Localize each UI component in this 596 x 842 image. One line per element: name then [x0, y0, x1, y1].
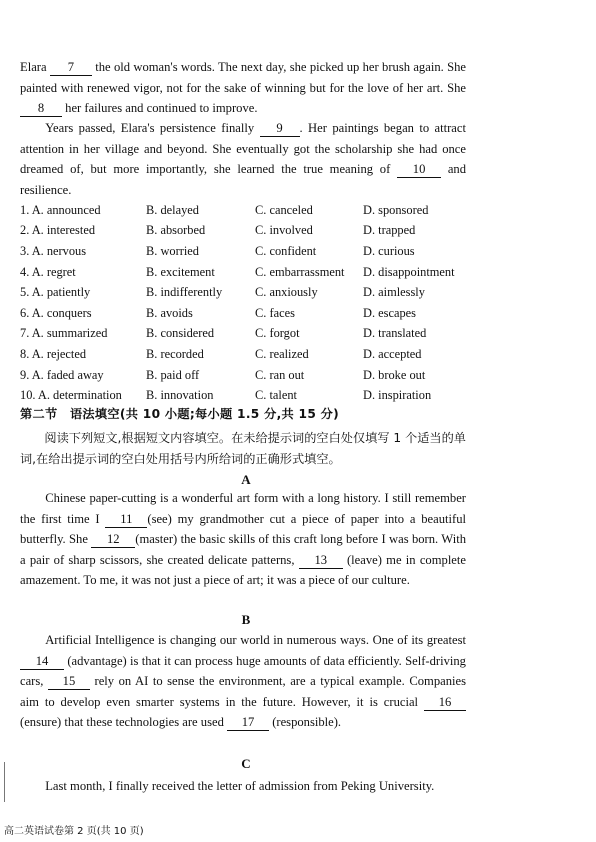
blank-10: 10	[397, 161, 441, 178]
margin-line	[4, 762, 5, 802]
text: and resilience.	[20, 162, 467, 197]
option-d: D. disappointment	[363, 264, 455, 279]
blank-9: 9	[260, 120, 300, 137]
option-a: 6. A. conquers	[20, 305, 92, 320]
options-body	[20, 200, 463, 406]
option-d: D. translated	[363, 326, 427, 341]
passage-a-label: A	[241, 472, 251, 487]
text: (ensure) that these technologies are used	[20, 715, 224, 729]
options-table	[20, 200, 463, 406]
blank-14: 14	[20, 653, 64, 670]
option-a: 4. A. regret	[20, 264, 76, 279]
option-a: 7. A. summarized	[20, 326, 108, 341]
blank-11: 11	[105, 511, 147, 528]
option-c: C. faces	[255, 305, 295, 320]
option-d: D. curious	[363, 243, 415, 258]
option-row	[20, 282, 463, 303]
blank-12: 12	[91, 531, 135, 548]
passage-b	[20, 630, 466, 733]
option-d: D. escapes	[363, 305, 416, 320]
option-b: B. worried	[146, 243, 199, 258]
option-row	[20, 324, 463, 345]
option-b: B. innovation	[146, 388, 214, 403]
text: . Her paintings began to attract attention in her village and beyond. She eventually got the scholarship she had once dreamed of, but more importantly, she learned the true meaning of	[20, 121, 466, 176]
text: Elara	[20, 60, 47, 74]
option-c: C. embarrassment	[255, 264, 345, 279]
text: her failures and continued to improve.	[65, 101, 258, 115]
option-row	[20, 200, 463, 221]
option-row	[20, 262, 463, 283]
option-c: C. confident	[255, 243, 317, 258]
option-row	[20, 365, 463, 386]
option-c: C. realized	[255, 346, 309, 361]
passage-b-label: B	[241, 612, 251, 627]
option-d: D. accepted	[363, 346, 422, 361]
option-b: B. considered	[146, 326, 215, 341]
passage-c-label: C	[241, 756, 251, 771]
option-row	[20, 241, 463, 262]
option-c: C. involved	[255, 223, 313, 238]
option-b: B. excitement	[146, 264, 215, 279]
text: rely on AI to sense the environment, are a typical example. Companies aim to develop even smarter systems in the future. However, it is crucial	[20, 674, 466, 709]
text: Last month, I finally received the letter of admission from Peking University.	[45, 779, 435, 793]
text: (advantage) is that it can process huge amounts of data efficiently. Self-driving cars,	[20, 653, 466, 688]
blank-13: 13	[299, 552, 343, 569]
option-a: 10. A. determination	[20, 388, 122, 403]
option-d: D. trapped	[363, 223, 416, 238]
passage-paragraph-1	[20, 57, 466, 119]
option-d: D. broke out	[363, 367, 426, 382]
option-a: 9. A. faded away	[20, 367, 104, 382]
option-a: 8. A. rejected	[20, 346, 87, 361]
option-c: C. forgot	[255, 326, 300, 341]
option-row	[20, 303, 463, 324]
option-b: B. paid off	[146, 367, 200, 382]
blank-17: 17	[227, 714, 269, 731]
option-d: D. aimlessly	[363, 285, 425, 300]
option-row	[20, 344, 463, 365]
option-b: B. recorded	[146, 346, 204, 361]
option-a: 1. A. announced	[20, 202, 101, 217]
passage-paragraph-2	[20, 118, 466, 200]
option-b: B. delayed	[146, 202, 199, 217]
passage-a	[20, 488, 466, 591]
text: (leave) me in complete amazement. To me, it was not just a piece of art; it was a piece of our culture.	[20, 552, 466, 587]
option-b: B. avoids	[146, 305, 193, 320]
option-row	[20, 385, 463, 406]
option-row	[20, 221, 463, 242]
option-c: C. anxiously	[255, 285, 318, 300]
option-b: B. indifferently	[146, 285, 223, 300]
section-heading: 第二节 语法填空(共 10 小题;每小题 1.5 分,共 15 分)	[20, 407, 339, 421]
option-b: B. absorbed	[146, 223, 206, 238]
blank-7: 7	[50, 59, 92, 76]
text: (master) the basic skills of this craft long before I was born. With a pair of sharp scissors, she created delicate patterns,	[20, 532, 466, 567]
text: Chinese paper-cutting is a wonderful art form with a long history. I still remember the first time I	[20, 491, 466, 526]
blank-16: 16	[424, 694, 466, 711]
option-c: C. ran out	[255, 367, 305, 382]
text: the old woman's words. The next day, she picked up her brush again. She painted with renewed vigor, not for the sake of winning but for the love of her art. She	[20, 60, 466, 95]
option-a: 2. A. interested	[20, 223, 96, 238]
blank-8: 8	[20, 100, 62, 117]
option-a: 5. A. patiently	[20, 285, 91, 300]
option-a: 3. A. nervous	[20, 243, 87, 258]
section-instructions: 阅读下列短文,根据短文内容填空。在未给提示词的空白处仅填写 1 个适当的单词,在给出提示词的空白处用括号内所给词的正确形式填空。	[20, 431, 466, 466]
text: Artificial Intelligence is changing our world in numerous ways. One of its greatest	[45, 633, 466, 647]
option-d: D. sponsored	[363, 202, 429, 217]
page-footer: 高二英语试卷第 2 页(共 10 页)	[4, 826, 144, 837]
text: (see) my grandmother cut a piece of paper into a beautiful butterfly. She	[20, 511, 466, 546]
option-c: C. talent	[255, 388, 297, 403]
option-d: D. inspiration	[363, 388, 432, 403]
text: (responsible).	[272, 715, 342, 729]
passage-c	[20, 776, 466, 797]
text: Years passed, Elara's persistence finally	[45, 121, 255, 135]
blank-15: 15	[48, 673, 90, 690]
option-c: C. canceled	[255, 202, 313, 217]
